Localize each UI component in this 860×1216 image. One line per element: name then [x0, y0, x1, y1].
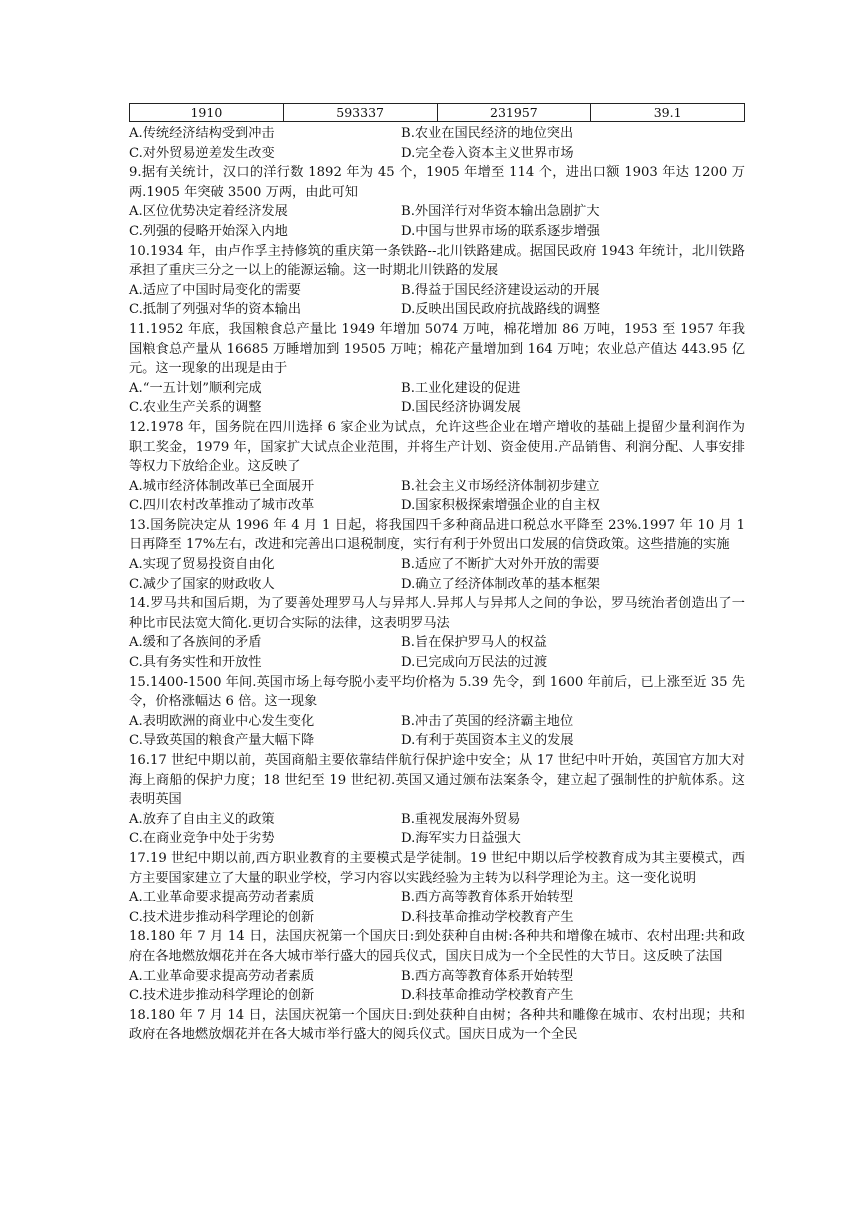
table-cell: 1910 — [130, 104, 284, 122]
option-a: A.传统经济结构受到冲击 — [129, 126, 275, 141]
question-block — [129, 242, 745, 320]
question-options — [129, 555, 745, 594]
option-b: B.得益于国民经济建设运动的开展 — [401, 282, 600, 298]
question-block — [129, 516, 745, 594]
table-cell: 231957 — [437, 104, 591, 122]
option-d: D.国民经济协调发展 — [401, 400, 521, 416]
option-a: A.放弃了自由主义的政策 — [129, 811, 275, 827]
question-options — [129, 281, 745, 320]
option-b: B.冲击了英国的经济霸主地位 — [401, 713, 574, 729]
question-block — [129, 163, 745, 241]
option-b: B.适应了不断扩大对外开放的需要 — [401, 557, 600, 573]
question-options — [129, 888, 745, 927]
table-cell: 593337 — [283, 104, 437, 122]
option-d: D.科技革命推动学校教育产生 — [401, 909, 574, 925]
question-options — [129, 712, 745, 751]
question-options — [129, 633, 745, 672]
option-d: D.完全卷入资本主义世界市场 — [401, 145, 574, 161]
option-a: A.工业革命要求提高劳动者素质 — [129, 968, 315, 984]
option-d: D.反映出国民政府抗战路线的调整 — [401, 302, 600, 318]
option-c: C.减少了国家的财政收人 — [129, 576, 275, 592]
question-block — [129, 1006, 745, 1045]
question-stem: 18.180 年 7 月 14 日，法国庆祝第一个国庆日:到处获种自由树:各种共和增像在城市、农村出理:共和政府在各地燃放烟花并在各大城市举行盛大的园兵仪式，国庆日成为一个全民性的大节日。这反映了法国 — [129, 929, 745, 964]
question-block — [129, 751, 745, 849]
question-block — [129, 849, 745, 927]
table-row — [130, 104, 745, 122]
option-c: C.抵制了列强对华的资本输出 — [129, 302, 302, 318]
option-b: B.西方高等教育体系开始转型 — [401, 890, 574, 906]
option-b: B.外国洋行对华资本输出急剧扩大 — [401, 204, 600, 220]
option-a: A.适应了中国时局变化的需要 — [129, 282, 301, 298]
option-b: B.重视发展海外贸易 — [401, 811, 521, 827]
question-block — [129, 418, 745, 516]
option-c: C.技术进步推动科学理论的创新 — [129, 909, 315, 925]
question-stem: 17.19 世纪中期以前,西方职业教育的主要模式是学徒制。19 世纪中期以后学校教育成为其主要模式，西方主要国家建立了大量的职业学校，学习内容以实践经验为主转为以科学理论为主。这一变化说明 — [129, 850, 745, 886]
option-a: A.工业革命要求提高劳动者素质 — [129, 890, 315, 906]
option-b: B.工业化建设的促进 — [401, 380, 521, 396]
option-b: B.社会主义市场经济体制初步建立 — [401, 478, 600, 494]
option-c: C.对外贸易逆差发生改变 — [129, 145, 275, 161]
option-c: C.列强的侵略开始深入内地 — [129, 223, 288, 239]
option-a: A.区位优势决定着经济发展 — [129, 204, 288, 220]
option-d: D.科技革命推动学校教育产生 — [401, 988, 574, 1004]
question-block — [129, 594, 745, 672]
option-a: A.表明欧洲的商业中心发生变化 — [129, 713, 315, 729]
option-d: D.海军实力日益强大 — [401, 831, 521, 847]
option-d: D.中国与世界市场的联系逐步增强 — [401, 223, 600, 239]
question-stem: 14.罗马共和国后期，为了要善处理罗马人与异邦人.异邦人与异邦人之间的争讼，罗马统治者创造出了一种比市民法宽大简化.更切合实际的法律，这表明罗马法 — [129, 596, 745, 631]
option-c: C.具有务实性和开放性 — [129, 655, 262, 671]
option-c: C.农业生产关系的调整 — [129, 400, 262, 416]
option-b: B.西方高等教育体系开始转型 — [401, 968, 574, 984]
question-list — [129, 163, 745, 1045]
question-stem: 10.1934 年，由卢作孚主持修筑的重庆第一条铁路--北川铁路建成。据国民政府 1943 年统计，北川铁路承担了重庆三分之一以上的能源运输。这一时期北川铁路的发展 — [129, 243, 745, 279]
option-b: B.农业在国民经济的地位突出 — [401, 126, 574, 141]
option-d: D.已完成向万民法的过渡 — [401, 655, 548, 671]
question-options — [129, 810, 745, 849]
data-table — [129, 103, 745, 122]
exam-page — [129, 103, 745, 1045]
option-a: A.城市经济体制改革已全面展开 — [129, 478, 315, 494]
question-stem: 18.180 年 7 月 14 日，法国庆祝第一个国庆日:到处获种自由树；各种共和雕像在城市、农村出现；共和政府在各地燃放烟花并在各大城市举行盛大的阅兵仪式。国庆日成为一个全民 — [129, 1007, 745, 1043]
option-c: C.导致英国的粮食产量大幅下降 — [129, 733, 315, 749]
option-c: C.在商业竞争中处于劣势 — [129, 831, 275, 847]
option-b: B.旨在保护罗马人的权益 — [401, 635, 547, 651]
question-stem: 9.据有关统计，汉口的洋行数 1892 年为 45 个，1905 年增至 114 个，进出口额 1903 年达 1200 万两.1905 年突破 3500 万两，由此可知 — [129, 165, 745, 200]
q8-options — [129, 124, 745, 163]
question-options — [129, 379, 745, 418]
question-stem: 11.1952 年底，我国粮食总产量比 1949 年增加 5074 万吨，棉花增加 86 万吨，1953 至 1957 年我国粮食总产量从 16685 万睡增加到 19505 万吨；棉花产量增加到 164 万吨；农业总产值达 443.95 亿元。这一现象的出现是由于 — [129, 321, 745, 377]
question-block — [129, 673, 745, 751]
question-options — [129, 202, 745, 241]
option-a: A.“一五计划”顺利完成 — [129, 380, 262, 396]
question-options — [129, 967, 745, 1006]
option-d: D.国家积极探索增强企业的自主权 — [401, 498, 600, 514]
option-d: D.确立了经济体制改革的基本框架 — [401, 576, 600, 592]
question-block — [129, 320, 745, 418]
question-stem: 12.1978 年，国务院在四川选择 6 家企业为试点，允许这些企业在增产增收的基础上提留少量利润作为职工奖金，1979 年，国家扩大试点企业范围，并将生产计划、资金使用.产品销售、利润分配、人事安排等权力下放给企业。这反映了 — [129, 419, 745, 475]
table-cell: 39.1 — [591, 104, 745, 122]
option-c: C.技术进步推动科学理论的创新 — [129, 988, 315, 1004]
question-stem: 16.17 世纪中期以前，英国商船主要依靠结伴航行保护途中安全；从 17 世纪中叶开始，英国官方加大对海上商船的保护力度；18 世纪至 19 世纪初.英国又通过颁布法案条令，建立起了强制性的护航体系。这表明英国 — [129, 753, 745, 808]
option-c: C.四川农村改革推动了城市改革 — [129, 498, 315, 514]
option-a: A.缓和了各族间的矛盾 — [129, 635, 262, 651]
option-d: D.有利于英国资本主义的发展 — [401, 733, 574, 749]
question-stem: 13.国务院决定从 1996 年 4 月 1 日起，将我国四千多种商品进口税总水平降至 23%.1997 年 10 月 1 日再降至 17%左右，改进和完善出口退税制度，实行有利于外贸出口发展的信贷政策。这些措施的实施 — [129, 517, 745, 553]
question-block — [129, 927, 745, 1005]
question-stem: 15.1400-1500 年间.英国市场上每夸脱小麦平均价格为 5.39 先令，到 1600 年前后，已上涨至近 35 先令，价格涨幅达 6 倍。这一现象 — [129, 674, 745, 710]
option-a: A.实现了贸易投资自由化 — [129, 557, 275, 573]
question-options — [129, 477, 745, 516]
